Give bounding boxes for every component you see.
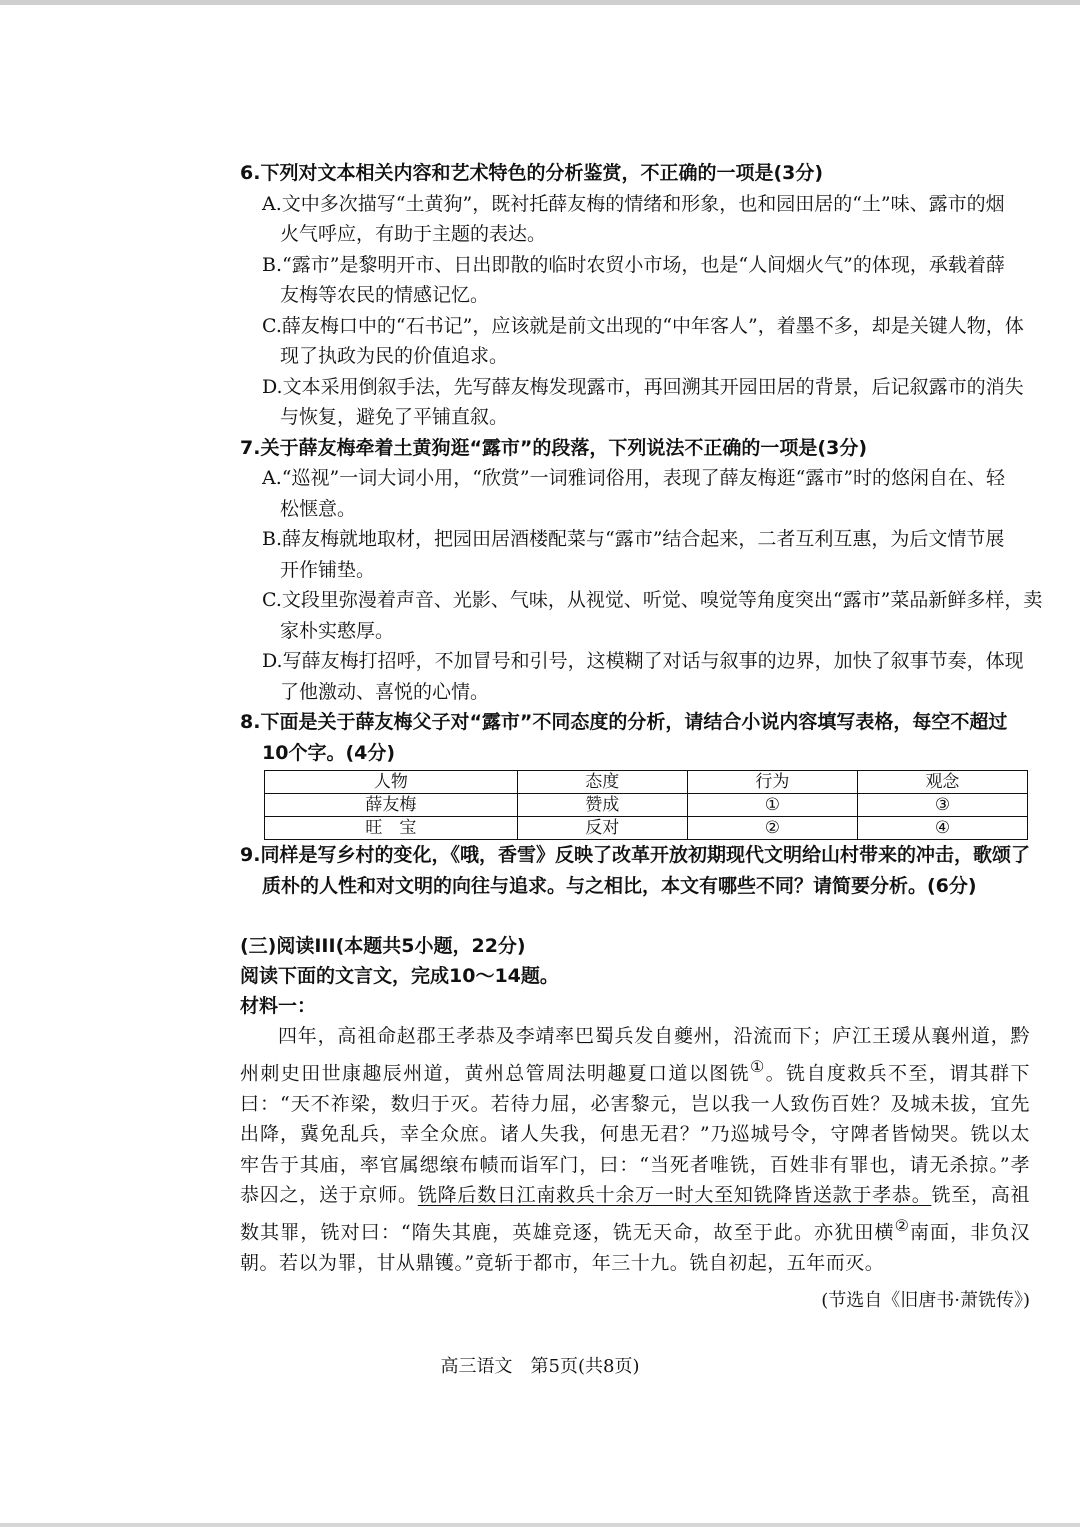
q8-stem-cont: 10个字。(4分) xyxy=(262,741,396,764)
footnote-marker: ② xyxy=(894,1215,910,1235)
q6-option-b: B.“露市”是黎明开市、日出即散的临时农贸小市场，也是“人间烟火气”的体现，承载着薛 xyxy=(262,253,1005,276)
question-7 xyxy=(240,433,1043,708)
table-header-cell: 行为 xyxy=(687,771,857,794)
question-9 xyxy=(240,840,1030,901)
q6-option-d-cont: 与恢复，避免了平铺直叙。 xyxy=(280,406,509,428)
passage-text: 铣至，高祖数其罪，铣对曰：“隋失其鹿，英雄竞逐，铣无天命，故至于此。亦犹田横 xyxy=(240,1184,1030,1244)
q8-table xyxy=(264,770,1028,840)
section-instruction: 阅读下面的文言文，完成10～14题。 xyxy=(240,965,559,987)
q7-stem: 7.关于薛友梅牵着土黄狗逛“露市”的段落，下列说法不正确的一项是(3分) xyxy=(240,436,868,459)
passage-text: 南面，非负汉朝。若以为罪，甘从鼎镬。”竟斩于都市，年三十九。铣自初起，五年而灭。 xyxy=(240,1221,1030,1274)
table-cell: 旺 宝 xyxy=(265,817,518,840)
q7-option-b-cont: 开作铺垫。 xyxy=(280,558,376,581)
q7-option-d-cont: 了他激动、喜悦的心情。 xyxy=(280,680,490,703)
table-cell: ② xyxy=(687,817,857,840)
q9-stem: 9.同样是写乡村的变化，《哦，香雪》反映了改革开放初期现代文明给山村带来的冲击，歌颂了 xyxy=(240,844,1030,866)
table-cell: ① xyxy=(687,794,857,817)
q7-option-a-cont: 松惬意。 xyxy=(280,497,357,520)
table-header-cell: 态度 xyxy=(517,771,687,794)
q6-option-a-cont: 火气呼应，有助于主题的表达。 xyxy=(280,223,547,245)
exam-page xyxy=(240,158,1043,1316)
passage-text: 。铣自度救兵不至，谓其群下曰：“天不祚梁，数归于灭。若待力屈，必害黎元，岂以我一人致伤百姓？及城未拔，宜先出降，冀免乱兵，幸全众庶。诸人失我，何患无君？”乃巡城号令，守陴者皆恸哭。铣以太牢告于其庙，率官属缌缞布帻而诣军门，曰：“当死者唯铣，百姓非有罪也，请无杀掠。”孝恭囚之，送于京师。 xyxy=(240,1061,1030,1207)
q7-option-c-cont: 家朴实憨厚。 xyxy=(280,619,395,642)
source-citation: (节选自《旧唐书·萧铣传》) xyxy=(821,1290,1030,1312)
material-label: 材料一： xyxy=(240,995,317,1017)
table-cell: 反对 xyxy=(517,817,687,840)
question-6 xyxy=(240,158,1030,433)
table-cell: ③ xyxy=(857,794,1027,817)
page-footer: 高三语文 第5页(共8页) xyxy=(440,1356,640,1377)
table-cell: ④ xyxy=(857,817,1027,840)
table-row xyxy=(265,794,1028,817)
scan-top-edge xyxy=(0,0,1080,5)
passage-text: 四年，高祖命赵郡王孝恭及李靖率巴蜀兵发自夔州，沿流而下；庐江王瑗从襄州道，黔州刺史田世康趣辰州道，黄州总管周法明趣夏口道以图铣 xyxy=(240,1025,1030,1084)
q8-stem: 8.下面是关于薛友梅父子对“露市”不同态度的分析，请结合小说内容填写表格，每空不超过 xyxy=(240,711,1008,733)
footnote-marker: ① xyxy=(750,1056,766,1076)
scan-bottom-edge xyxy=(0,1523,1080,1527)
q7-option-b: B.薛友梅就地取材，把园田居酒楼配菜与“露市”结合起来，二者互利互惠，为后文情节展 xyxy=(262,528,1005,550)
section-title: (三)阅读III(本题共5小题，22分) xyxy=(240,935,526,957)
q6-option-a: A.文中多次描写“土黄狗”，既衬托薛友梅的情绪和形象，也和园田居的“土”味、露市的烟 xyxy=(262,192,1005,215)
section-3 xyxy=(240,931,1030,1316)
q6-option-b-cont: 友梅等农民的情感记忆。 xyxy=(280,284,490,306)
q7-option-c: C.文段里弥漫着声音、光影、气味，从视觉、听觉、嗅觉等角度突出“露市”菜品新鲜多样，卖 xyxy=(262,589,1043,611)
q6-option-d: D.文本采用倒叙手法，先写薛友梅发现露市，再回溯其开园田居的背景，后记叙露市的消失 xyxy=(262,375,1024,398)
table-cell: 薛友梅 xyxy=(265,794,518,817)
classical-passage xyxy=(240,1021,1030,1278)
table-row xyxy=(265,817,1028,840)
q6-option-c: C.薛友梅口中的“石书记”，应该就是前文出现的“中年客人”，着墨不多，却是关键人物，体 xyxy=(262,314,1024,337)
underlined-sentence: 铣降后数日江南救兵十余万一时大至知铣降皆送款于孝恭。 xyxy=(417,1184,932,1207)
table-header-cell: 人物 xyxy=(265,771,518,794)
q7-option-d: D.写薛友梅打招呼，不加冒号和引号，这模糊了对话与叙事的边界，加快了叙事节奏，体现 xyxy=(262,650,1024,672)
table-header-cell: 观念 xyxy=(857,771,1027,794)
table-cell: 赞成 xyxy=(517,794,687,817)
table-header-row xyxy=(265,771,1028,794)
passage-paragraph xyxy=(240,1021,1030,1278)
question-8 xyxy=(240,707,1030,840)
q7-option-a: A.“巡视”一词大词小用，“欣赏”一词雅词俗用，表现了薛友梅逛“露市”时的悠闲自在、轻 xyxy=(262,467,1006,489)
q6-stem: 6.下列对文本相关内容和艺术特色的分析鉴赏，不正确的一项是(3分) xyxy=(240,162,824,184)
q9-stem-cont: 质朴的人性和对文明的向往与追求。与之相比，本文有哪些不同？请简要分析。(6分) xyxy=(262,874,977,897)
q6-option-c-cont: 现了执政为民的价值追求。 xyxy=(280,345,509,367)
